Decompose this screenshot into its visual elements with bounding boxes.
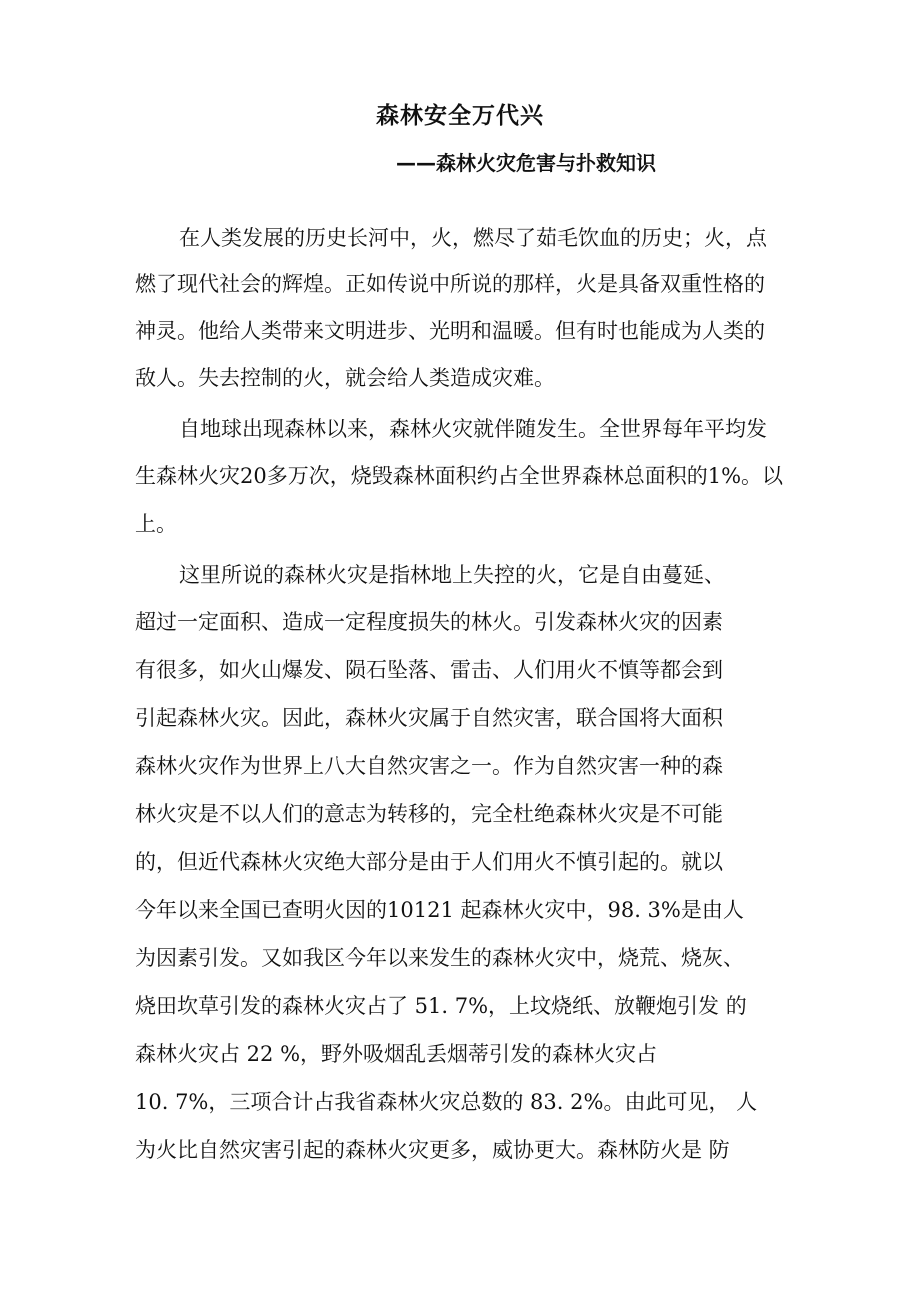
paragraph-3-line-1: 这里所说的森林火灾是指林地上失控的火，它是自由蔓延、 [179, 563, 725, 587]
paragraph-3-line-9: 为因素引发。又如我区今年以来发生的森林火灾中，烧荒、烧灰、 [135, 946, 744, 970]
paragraph-2-line-3: 上。 [135, 512, 177, 536]
paragraph-3-line-12: 10. 7%，三项合计占我省森林火灾总数的 83. 2%。由此可见， 人 [135, 1090, 758, 1114]
paragraph-2-line-1: 自地球出现森林以来，森林火灾就伴随发生。全世界每年平均发 [179, 417, 767, 441]
paragraph-3-line-7: 的，但近代森林火灾绝大部分是由于人们用火不慎引起的。就以 [135, 850, 723, 874]
document-title: 森林安全万代兴 [376, 103, 544, 129]
paragraph-3-line-6: 林火灾是不以人们的意志为转移的，完全杜绝森林火灾是不可能 [135, 802, 723, 826]
paragraph-1-line-3: 神灵。他给人类带来文明进步、光明和温暖。但有时也能成为人类的 [135, 319, 765, 343]
paragraph-3-line-4: 引起森林火灾。因此，森林火灾属于自然灾害，联合国将大面积 [135, 706, 723, 730]
paragraph-3-line-5: 森林火灾作为世界上八大自然灾害之一。作为自然灾害一种的森 [135, 754, 723, 778]
paragraph-1-line-4: 敌人。失去控制的火，就会给人类造成灾难。 [135, 366, 555, 390]
paragraph-3-line-3: 有很多，如火山爆发、陨石坠落、雷击、人们用火不慎等都会到 [135, 658, 723, 682]
paragraph-1-line-2: 燃了现代社会的辉煌。正如传说中所说的那样，火是具备双重性格的 [135, 272, 765, 296]
paragraph-1-line-1: 在人类发展的历史长河中，火，燃尽了茹毛饮血的历史；火，点 [179, 226, 767, 250]
paragraph-2-line-2: 生森林火灾20多万次，烧毁森林面积约占全世界森林总面积的1%。以 [135, 464, 784, 488]
paragraph-3-line-11: 森林火灾占 22 %，野外吸烟乱丢烟蒂引发的森林火灾占 [135, 1042, 658, 1066]
paragraph-3-line-8: 今年以来全国已查明火因的10121 起森林火灾中，98. 3%是由人 [135, 898, 744, 922]
paragraph-3-line-13: 为火比自然灾害引起的森林火灾更多，威协更大。森林防火是 防 [135, 1138, 730, 1162]
paragraph-3-line-10: 烧田坎草引发的森林火灾占了 51. 7%，上坟烧纸、放鞭炮引发 的 [135, 994, 747, 1018]
document-subtitle: ——森林火灾危害与扑救知识 [396, 151, 656, 175]
paragraph-3-line-2: 超过一定面积、造成一定程度损失的林火。引发森林火灾的因素 [135, 610, 723, 634]
